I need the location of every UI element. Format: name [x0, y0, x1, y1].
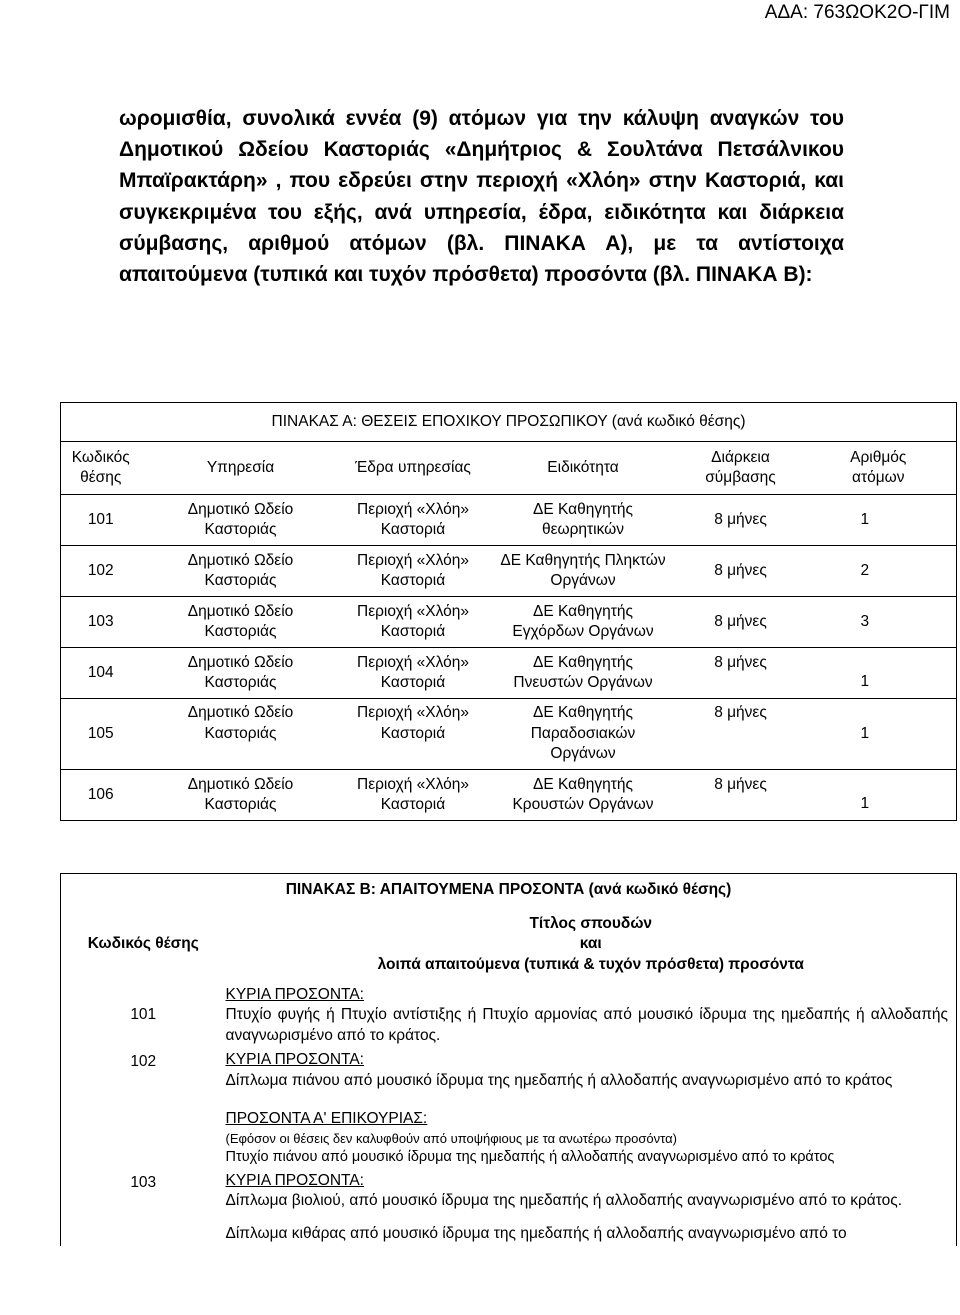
header-service: Υπηρεσία — [141, 442, 341, 495]
row-code: 103 — [61, 597, 141, 648]
row-service: Δημοτικό Ωδείο Καστοριάς — [141, 699, 341, 770]
row-service: Δημοτικό Ωδείο Καστοριάς — [141, 597, 341, 648]
table-row — [61, 983, 957, 1049]
row-requirements — [226, 1048, 957, 1169]
row-requirements — [226, 983, 957, 1049]
row-count: 1 — [801, 699, 957, 770]
auxiliary-text: Πτυχίο πιάνου από μουσικό ίδρυμα της ημεδαπής ή αλλοδαπής αναγνωρισμένο από το κράτος — [225, 1148, 835, 1165]
row-seat: Περιοχή «Χλόη» Καστοριά — [341, 770, 486, 821]
row-specialty: ΔΕ Καθηγητής Πνευστών Οργάνων — [486, 648, 681, 699]
row-duration: 8 μήνες — [681, 597, 801, 648]
row-code: 101 — [130, 1006, 157, 1023]
row-specialty: ΔΕ Καθηγητής θεωρητικών — [486, 495, 681, 546]
row-code: 101 — [61, 495, 141, 546]
row-service: Δημοτικό Ωδείο Καστοριάς — [141, 770, 341, 821]
row-service: Δημοτικό Ωδείο Καστοριάς — [141, 495, 341, 546]
row-duration: 8 μήνες — [681, 770, 801, 821]
qualification-text: Πτυχίο φυγής ή Πτυχίο αντίστιξης ή Πτυχίο αρμονίας από μουσικό ίδρυμα της ημεδαπής ή αλλοδαπής αναγνωρισμένο από το κράτος. — [225, 1006, 948, 1044]
row-count: 3 — [801, 597, 957, 648]
row-count: 1 — [801, 648, 957, 699]
row-specialty: ΔΕ Καθηγητής Πληκτών Οργάνων — [486, 546, 681, 597]
row-duration: 8 μήνες — [681, 495, 801, 546]
row-specialty: ΔΕ Καθηγητής Παραδοσιακών Οργάνων — [486, 699, 681, 770]
row-count: 1 — [801, 770, 957, 821]
table-row — [61, 546, 957, 597]
table-row — [61, 1048, 957, 1169]
row-code: 102 — [130, 1053, 157, 1070]
header-specialty: Ειδικότητα — [486, 442, 681, 495]
table-row — [61, 699, 957, 770]
table-row — [61, 597, 957, 648]
table-b-title: ΠΙΝΑΚΑΣ Β: ΑΠΑΙΤΟΥΜΕΝΑ ΠΡΟΣΟΝΤΑ (ανά κωδικό θέσης) — [285, 881, 732, 898]
row-requirements — [226, 1169, 957, 1247]
table-a-title: ΠΙΝΑΚΑΣ Α: ΘΕΣΕΙΣ ΕΠΟΧΙΚΟΥ ΠΡΟΣΩΠΙΚΟΥ (ανά κωδικό θέσης) — [61, 403, 957, 442]
qualification-text: Δίπλωμα βιολιού, από μουσικό ίδρυμα της ημεδαπής ή αλλοδαπής αναγνωρισμένο από το κράτος. — [225, 1192, 903, 1209]
row-seat: Περιοχή «Χλόη» Καστοριά — [341, 546, 486, 597]
auxiliary-qualifications-label: ΠΡΟΣΟΝΤΑ Α' ΕΠΙΚΟΥΡΙΑΣ: — [225, 1110, 428, 1127]
main-qualifications-label: ΚΥΡΙΑ ΠΡΟΣΟΝΤΑ: — [225, 1171, 364, 1189]
table-b — [60, 873, 957, 1246]
header-count: Αριθμός ατόμων — [801, 442, 957, 495]
row-specialty: ΔΕ Καθηγητής Εγχόρδων Οργάνων — [486, 597, 681, 648]
row-seat: Περιοχή «Χλόη» Καστοριά — [341, 597, 486, 648]
qualification-text: Δίπλωμα πιάνου από μουσικό ίδρυμα της ημεδαπής ή αλλοδαπής αναγνωρισμένο από το κράτος — [225, 1071, 893, 1089]
table-a — [60, 402, 957, 821]
table-row — [61, 770, 957, 821]
row-duration: 8 μήνες — [681, 546, 801, 597]
row-code: 106 — [61, 770, 141, 821]
row-seat: Περιοχή «Χλόη» Καστοριά — [341, 495, 486, 546]
row-seat: Περιοχή «Χλόη» Καστοριά — [341, 648, 486, 699]
row-code: 102 — [61, 546, 141, 597]
table-b-header-requirements: Τίτλος σπουδών και λοιπά απαιτούμενα (τυπικά & τυχόν πρόσθετα) προσόντα — [377, 914, 804, 973]
row-duration: 8 μήνες — [681, 699, 801, 770]
header-seat: Έδρα υπηρεσίας — [341, 442, 486, 495]
intro-paragraph: ωρομισθία, συνολικά εννέα (9) ατόμων για την κάλυψη αναγκών του Δημοτικού Ωδείου Καστοριάς «Δημήτριος & Σουλτάνα Πετσάλνικου Μπαϊρακτάρη» , που εδρεύει στην περιοχή «Χλόη» στην Καστοριά, και συγκεκριμένα του εξής, ανά υπηρεσία, έδρα, ειδικότητα και διάρκεια σύμβασης, αριθμού ατόμων (βλ. ΠΙΝΑΚΑ Α), με τα αντίστοιχα απαιτούμενα (τυπικά και τυχόν πρόσθετα) προσόντα (βλ. ΠΙΝΑΚΑ Β): — [119, 107, 844, 287]
table-row — [61, 648, 957, 699]
header-code: Κωδικός θέσης — [61, 442, 141, 495]
row-specialty: ΔΕ Καθηγητής Κρουστών Οργάνων — [486, 770, 681, 821]
table-b-header-code: Κωδικός θέσης — [87, 935, 199, 953]
row-seat: Περιοχή «Χλόη» Καστοριά — [341, 699, 486, 770]
row-service: Δημοτικό Ωδείο Καστοριάς — [141, 546, 341, 597]
header-duration: Διάρκεια σύμβασης — [681, 442, 801, 495]
row-code: 104 — [61, 648, 141, 699]
row-count: 2 — [801, 546, 957, 597]
row-code: 103 — [130, 1173, 157, 1191]
main-qualifications-label: ΚΥΡΙΑ ΠΡΟΣΟΝΤΑ: — [225, 985, 364, 1003]
row-code: 105 — [61, 699, 141, 770]
main-qualifications-label: ΚΥΡΙΑ ΠΡΟΣΟΝΤΑ: — [225, 1051, 364, 1068]
row-duration: 8 μήνες — [681, 648, 801, 699]
row-service: Δημοτικό Ωδείο Καστοριάς — [141, 648, 341, 699]
table-row — [61, 495, 957, 546]
ada-code: ΑΔΑ: 763ΩΟΚ2Ο-ΓΙΜ — [764, 2, 950, 23]
qualification-text-2: Δίπλωμα κιθάρας από μουσικό ίδρυμα της ημεδαπής ή αλλοδαπής αναγνωρισμένο από το — [225, 1224, 847, 1242]
row-count: 1 — [801, 495, 957, 546]
auxiliary-note: (Εφόσον οι θέσεις δεν καλυφθούν από υποψήφιους με τα ανωτέρω προσόντα) — [225, 1130, 677, 1146]
table-row — [61, 1169, 957, 1247]
